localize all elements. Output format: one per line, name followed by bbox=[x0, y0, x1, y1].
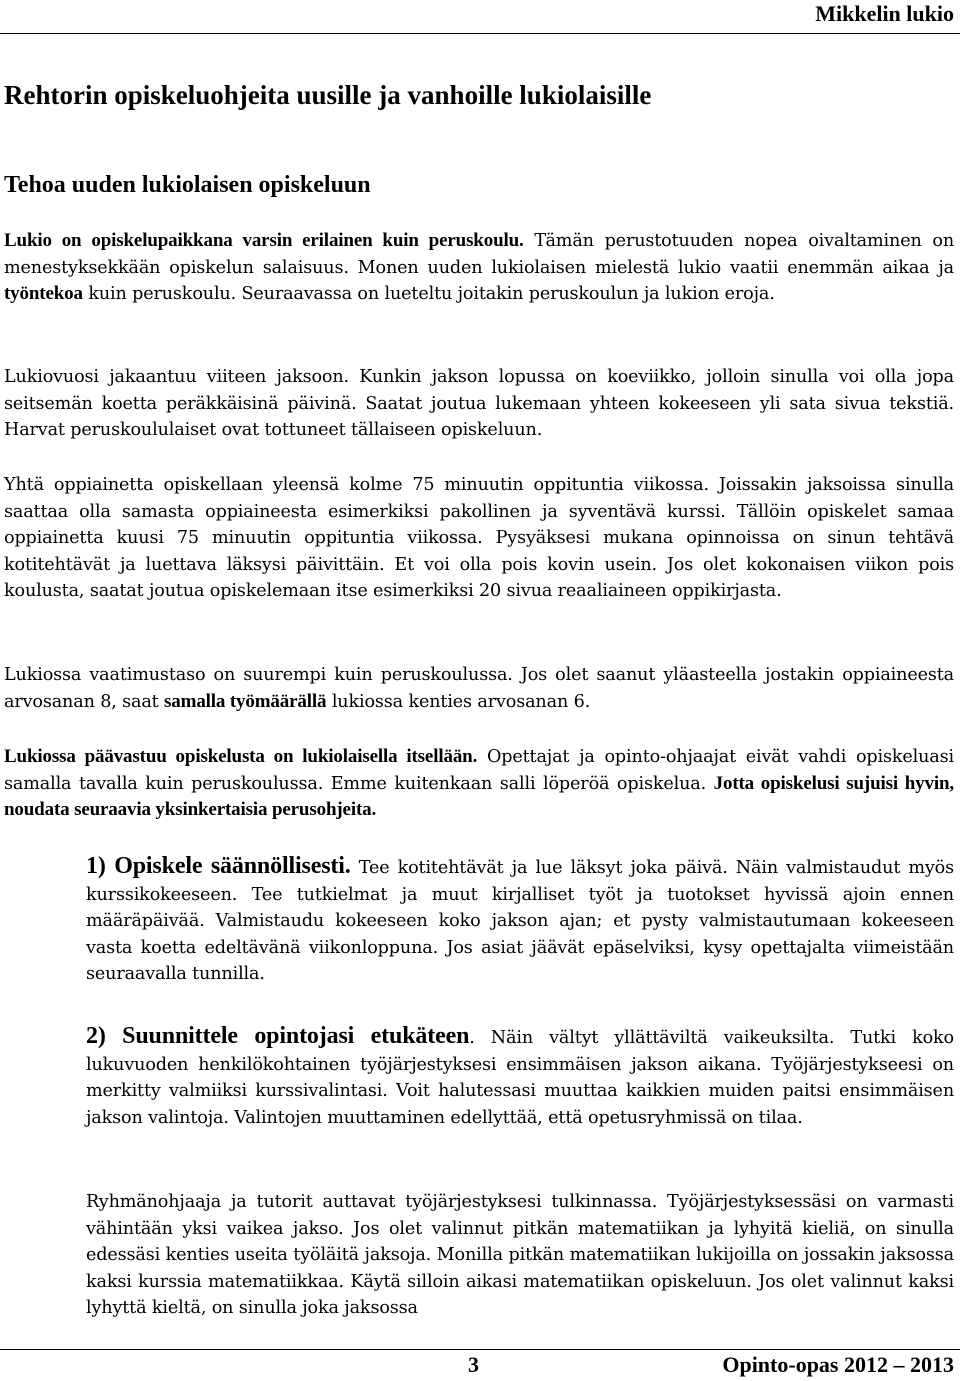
page-number: 3 bbox=[468, 1352, 479, 1377]
paragraph-intro-bold-2: työntekoa bbox=[4, 283, 83, 304]
paragraph-responsibility-text: Opettajat ja opinto-ohjaajat eivät vahdi opiskeluasi samalla tavalla kuin peruskoulussa. Emme kuitenkaan salli löperöä opiskelua. bbox=[4, 747, 954, 794]
paragraph-responsibility-bold-1: Lukiossa päävastuu opiskelusta on lukiolaisella itsellään. bbox=[4, 746, 478, 767]
paragraph-intro-text-2: kuin peruskoulu. Seuraavassa on lueteltu joitakin peruskoulun ja lukion eroja. bbox=[82, 284, 775, 304]
paragraph-responsibility bbox=[4, 744, 954, 824]
paragraph-requirements-text-2: lukiossa kenties arvosanan 6. bbox=[326, 691, 591, 712]
header-divider bbox=[0, 33, 960, 34]
footer-divider bbox=[0, 1349, 960, 1350]
guideline-2-heading: 2) Suunnittele opintojasi etukäteen bbox=[86, 1023, 470, 1049]
paragraph-periods: Lukiovuosi jakaantuu viiteen jaksoon. Kunkin jakson lopussa on koeviikko, jolloin sinulla voi olla jopa seitsemän koetta peräkkäisinä päivinä. Saatat joutua lukemaan yhteen kokeeseen yli sata sivua tekstiä. Harvat peruskoululaiset ovat tottuneet tällaiseen opiskeluun. bbox=[4, 367, 954, 440]
guideline-1 bbox=[86, 853, 954, 988]
guideline-2-text: . Näin vältyt yllättäviltä vaikeuksilta. Tutki koko lukuvuoden henkilökohtainen työjärjestyksesi ensimmäisen jakson aikana. Työjärjestykseesi on merkitty valmiiksi kurssivalintasi. Voit halutessasi muuttaa kaikkien muiden paitsi ensimmäisen jakson valintoja. Valintojen muuttaminen edellyttää, että opetusryhmissä on tilaa. bbox=[86, 1028, 955, 1128]
paragraph-requirements-text-1: Lukiossa vaatimustaso on suurempi kuin peruskoulussa. Jos olet saanut yläasteella jostakin oppiaineesta arvosanan 8, saat bbox=[4, 665, 954, 712]
guideline-1-text: Tee kotitehtävät ja lue läksyt joka päivä. Näin valmistaudut myös kurssikokeeseen. Tee tutkielmat ja muut kirjalliset työt ja tuotokset hyvissä ajoin ennen määräpäivää. Valmistaudu kokeeseen koko jakson ajan; et pysty valmistautumaan kokeeseen vasta koetta edeltävänä viikonloppuna. Jos asiat jäävät epäselviksi, kysy opettajalta viimeistään seuraavalla tunnilla. bbox=[86, 858, 954, 984]
document-title: Rehtorin opiskeluohjeita uusille ja vanhoille lukiolaisille bbox=[4, 80, 652, 110]
section-title: Tehoa uuden lukiolaisen opiskeluun bbox=[4, 172, 371, 198]
paragraph-intro-text-1: Tämän perustotuuden nopea oivaltaminen on menestyksekkään opiskelun salaisuus. Monen uuden lukiolaisen mielestä lukio vaatii enemmän aikaa ja bbox=[4, 231, 954, 278]
paragraph-intro-bold-1: Lukio on opiskelupaikkana varsin erilainen kuin peruskoulu. bbox=[4, 230, 524, 251]
paragraph-requirements-bold: samalla työmäärällä bbox=[164, 690, 327, 712]
guideline-1-heading: 1) Opiskele säännöllisesti. bbox=[86, 853, 351, 879]
paragraph-lessons: Yhtä oppiainetta opiskellaan yleensä kolme 75 minuutin oppituntia viikossa. Joissakin jaksoissa sinulla saattaa olla samasta oppiaineesta esimerkiksi pakollinen ja syventävä kurssi. Tällöin opiskelet samaa oppiainetta kuusi 75 minuutin oppituntia viikossa. Pysyäksesi mukana opinnoissa on sinun tehtävä kotitehtävät ja luettava läksysi päivittäin. Et voi olla pois kovin usein. Jos olet kokonaisen viikon pois koulusta, saatat joutua opiskelemaan itse esimerkiksi 20 sivua reaaliaineen oppikirjasta. bbox=[4, 475, 954, 601]
paragraph-responsibility-bold-2: Jotta opiskelusi sujuisi hyvin, noudata seuraavia yksinkertaisia perusohjeita. bbox=[4, 772, 954, 820]
paragraph-schedule-help: Ryhmänohjaaja ja tutorit auttavat työjärjestyksesi tulkinnassa. Työjärjestyksessäsi on varmasti vähintään yksi vaikea jakso. Jos olet valinnut pitkän matematiikan ja lyhyitä kieliä, on sinulla edessäsi kenties useita työläitä jaksoja. Monilla pitkän matematiikan lukijoilla on jossakin jaksossa kaksi kurssia matematiikkaa. Käytä silloin aikasi matematiikan opiskeluun. Jos olet valinnut kaksi lyhyttä kieltä, on sinulla joka jaksossa bbox=[86, 1192, 954, 1318]
paragraph-intro bbox=[4, 228, 954, 308]
guideline-2 bbox=[86, 1023, 954, 1131]
header-school-name: Mikkelin lukio bbox=[815, 1, 954, 26]
paragraph-requirements bbox=[4, 662, 954, 715]
footer-guide-title: Opinto-opas 2012 – 2013 bbox=[722, 1352, 954, 1377]
